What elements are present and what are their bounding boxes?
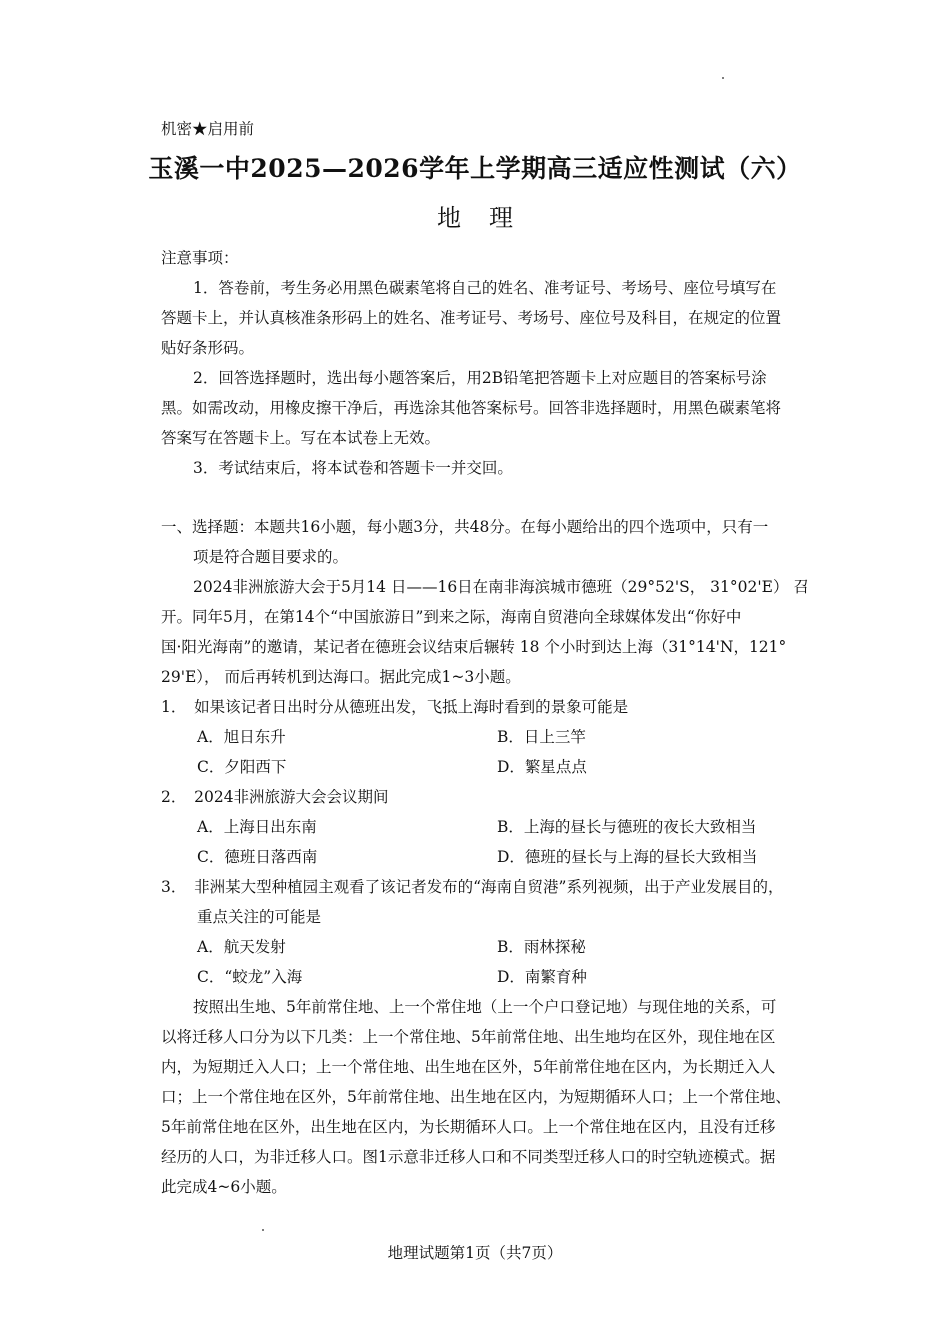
notes-line: 黑。如需改动，用橡皮擦干净后，再选涂其他答案标号。回答非选择题时，用黑色碳素笔将 bbox=[161, 399, 782, 417]
section-heading: 一、选择题：本题共16小题，每小题3分，共48分。在每小题给出的四个选项中，只有一 bbox=[161, 518, 769, 536]
option-a: A．航天发射 bbox=[197, 938, 286, 956]
notes-line: 贴好条形码。 bbox=[161, 339, 255, 357]
exam-title: 玉溪一中2025—2026学年上学期高三适应性测试（六） bbox=[148, 154, 802, 183]
notes-line: 答题卡上，并认真核准条形码上的姓名、准考证号、考场号、座位号及科目，在规定的位置 bbox=[161, 309, 782, 327]
option-a: A．上海日出东南 bbox=[197, 818, 317, 836]
notes-line: 2．回答选择题时，选出每小题答案后，用2B铅笔把答题卡上对应题目的答案标号涂 bbox=[193, 369, 767, 387]
notes-line: 3．考试结束后，将本试卷和答题卡一并交回。 bbox=[193, 459, 513, 477]
passage-line: 29'E）， 而后再转机到达海口。据此完成1~3小题。 bbox=[161, 668, 521, 686]
passage-line: 内，为短期迁入人口；上一个常住地、出生地在区外，5年前常住地在区内，为长期迁入人 bbox=[161, 1058, 776, 1076]
scan-dot bbox=[722, 77, 724, 79]
passage-line: 2024非洲旅游大会于5月14 日——16日在南非海滨城市德班（29°52'S， 31°02'E） 召 bbox=[193, 578, 809, 596]
option-b: B．雨林探秘 bbox=[497, 938, 586, 956]
notes-heading: 注意事项： bbox=[161, 249, 239, 267]
option-b: B．日上三竿 bbox=[497, 728, 586, 746]
passage-line: 经历的人口，为非迁移人口。图1示意非迁移人口和不同类型迁移人口的时空轨迹模式。据 bbox=[161, 1148, 776, 1166]
question-stem: 重点关注的可能是 bbox=[197, 908, 322, 926]
option-d: D．南繁育种 bbox=[497, 968, 587, 986]
confidential-label: 机密★启用前 bbox=[161, 120, 255, 138]
passage-line: 国·阳光海南”的邀请，某记者在德班会议结束后辗转 18 个小时到达上海（31°14'N，121° bbox=[161, 638, 787, 656]
question-stem: 3． 非洲某大型种植园主观看了该记者发布的“海南自贸港”系列视频，出于产业发展目的， bbox=[161, 878, 784, 896]
page-footer: 地理试题第1页（共7页） bbox=[387, 1244, 563, 1262]
option-c: C．德班日落西南 bbox=[197, 848, 318, 866]
option-b: B．上海的昼长与德班的夜长大致相当 bbox=[497, 818, 757, 836]
notes-line: 1．答卷前，考生务必用黑色碳素笔将自己的姓名、准考证号、考场号、座位号填写在 bbox=[193, 279, 777, 297]
question-stem: 1． 如果该记者日出时分从德班出发，飞抵上海时看到的景象可能是 bbox=[161, 698, 629, 716]
section-heading: 项是符合题目要求的。 bbox=[193, 548, 349, 566]
passage-line: 按照出生地、5年前常住地、上一个常住地（上一个户口登记地）与现住地的关系，可 bbox=[193, 998, 777, 1016]
option-d: D．德班的昼长与上海的昼长大致相当 bbox=[497, 848, 758, 866]
subject-title: 地理 bbox=[437, 204, 541, 232]
passage-line: 口；上一个常住地在区外，5年前常住地、出生地在区内，为短期循环人口；上一个常住地、 bbox=[161, 1088, 791, 1106]
passage-line: 此完成4~6小题。 bbox=[161, 1178, 287, 1196]
passage-line: 以将迁移人口分为以下几类：上一个常住地、5年前常住地、出生地均在区外，现住地在区 bbox=[161, 1028, 776, 1046]
passage-line: 开。同年5月，在第14个“中国旅游日”到来之际，海南自贸港向全球媒体发出“你好中 bbox=[161, 608, 742, 626]
question-stem: 2． 2024非洲旅游大会会议期间 bbox=[161, 788, 389, 806]
option-c: C．“蛟龙”入海 bbox=[197, 968, 303, 986]
notes-line: 答案写在答题卡上。写在本试卷上无效。 bbox=[161, 429, 441, 447]
passage-line: 5年前常住地在区外，出生地在区内，为长期循环人口。上一个常住地在区内，且没有迁移 bbox=[161, 1118, 776, 1136]
option-a: A．旭日东升 bbox=[197, 728, 286, 746]
scan-dot bbox=[262, 1229, 264, 1231]
option-c: C．夕阳西下 bbox=[197, 758, 287, 776]
option-d: D．繁星点点 bbox=[497, 758, 587, 776]
